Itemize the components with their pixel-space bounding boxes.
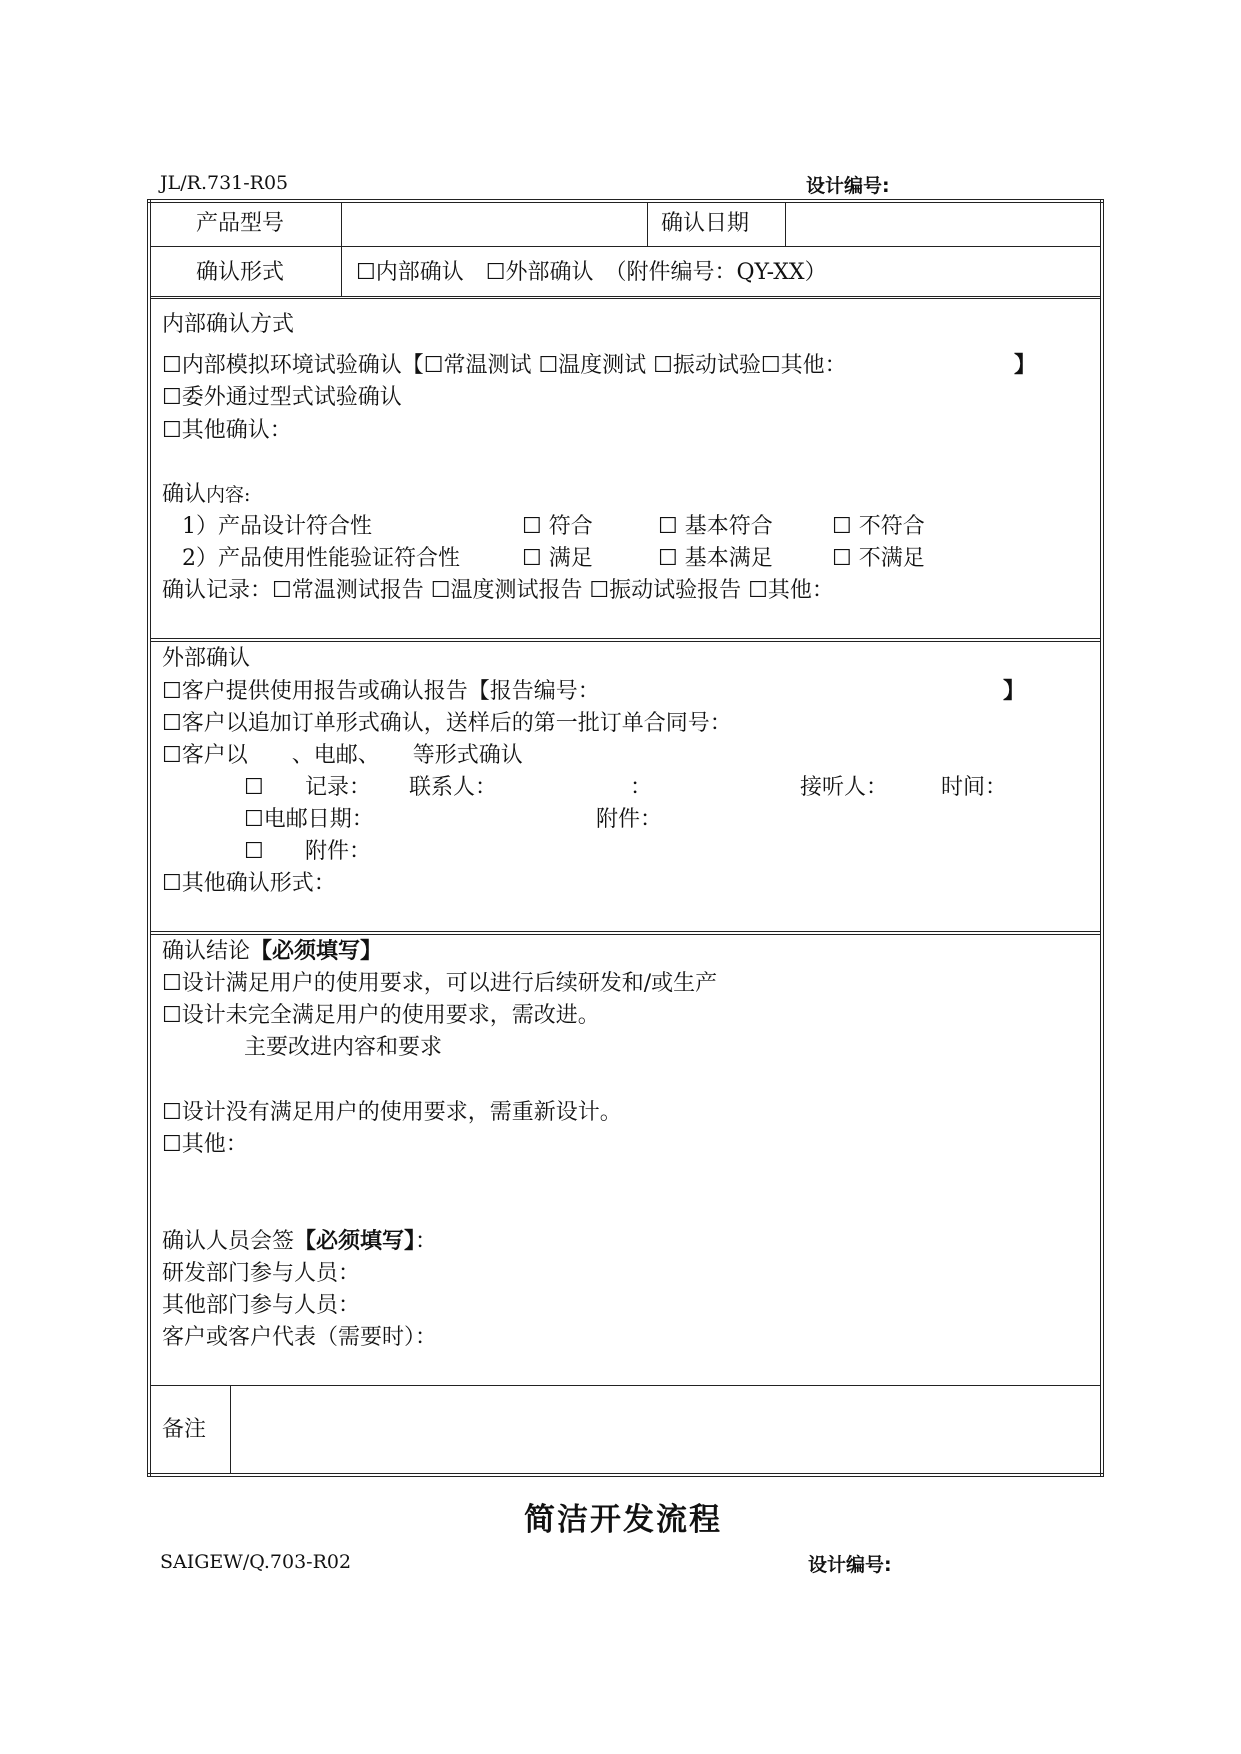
confirm-form-label: 确认形式 xyxy=(196,260,285,285)
other-attachment-checkbox[interactable]: ☐ xyxy=(244,839,264,864)
confirm-date-field[interactable] xyxy=(788,204,1098,244)
internal-sim-test-option[interactable]: ☐内部模拟环境试验确认【☐常温测试 ☐温度测试 ☐振动试验☐其他： xyxy=(162,353,847,378)
document-code: JL/R.731-R05 xyxy=(160,172,289,194)
receiver-label: 接听人： xyxy=(800,775,889,800)
rd-participants-label: 研发部门参与人员： xyxy=(162,1261,361,1286)
email-date-option[interactable]: ☐电邮日期： xyxy=(244,807,374,832)
bracket-close: 】 xyxy=(1014,353,1037,378)
basically-satisfy-option[interactable]: ☐ 基本满足 xyxy=(658,546,773,571)
other-confirm-form-option[interactable]: ☐其他确认形式： xyxy=(162,871,336,896)
footer-design-number-label: 设计编号: xyxy=(808,1554,892,1576)
email-attachment-label: 附件： xyxy=(596,807,663,832)
design-satisfies-option[interactable]: ☐设计满足用户的使用要求，可以进行后续研发和/或生产 xyxy=(162,971,718,996)
confirm-record-options[interactable]: 确认记录：☐常温测试报告 ☐温度测试报告 ☐振动试验报告 ☐其他： xyxy=(162,578,834,603)
customer-report-option[interactable]: ☐客户提供使用报告或确认报告【报告编号： xyxy=(162,679,600,704)
redesign-option[interactable]: ☐设计没有满足用户的使用要求，需重新设计。 xyxy=(162,1100,622,1125)
time-label: 时间： xyxy=(941,775,1008,800)
other-participants-label: 其他部门参与人员： xyxy=(162,1293,361,1318)
not-satisfy-option[interactable]: ☐ 不满足 xyxy=(832,546,925,571)
other-confirm-option[interactable]: ☐其他确认： xyxy=(162,418,292,443)
conform-option[interactable]: ☐ 符合 xyxy=(522,514,593,539)
confirm-form-options[interactable]: ☐内部确认 ☐外部确认 （附件编号：QY-XX） xyxy=(356,260,827,285)
colon-label: ： xyxy=(630,775,653,800)
conclusion-title: 确认结论【必须填写】 xyxy=(162,939,383,964)
product-model-label: 产品型号 xyxy=(196,211,285,236)
remarks-field[interactable] xyxy=(233,1388,1098,1471)
signoff-title: 确认人员会签【必须填写】： xyxy=(162,1229,438,1254)
satisfy-option[interactable]: ☐ 满足 xyxy=(522,546,593,571)
outsourced-type-test-option[interactable]: ☐委外通过型式试验确认 xyxy=(162,385,402,410)
conclusion-other-option[interactable]: ☐其他： xyxy=(162,1132,248,1157)
external-section-title: 外部确认 xyxy=(162,646,251,671)
phone-record-checkbox[interactable]: ☐ xyxy=(244,775,264,800)
internal-section-title: 内部确认方式 xyxy=(162,312,295,337)
confirm-date-label: 确认日期 xyxy=(661,211,750,236)
customer-other-form-option[interactable]: ☐客户以 、电邮、 等形式确认 xyxy=(162,743,523,768)
basically-conform-option[interactable]: ☐ 基本符合 xyxy=(658,514,773,539)
bracket-close: 】 xyxy=(1003,679,1026,704)
not-conform-option[interactable]: ☐ 不符合 xyxy=(832,514,925,539)
record-label: 记录： xyxy=(305,775,372,800)
confirm-content-title: 确认内容: xyxy=(162,482,251,507)
remarks-label: 备注 xyxy=(162,1417,207,1442)
item-design-conformity: 1）产品设计符合性 xyxy=(182,514,372,539)
design-number-label: 设计编号: xyxy=(806,175,890,197)
product-model-field[interactable] xyxy=(344,204,644,244)
contact-label: 联系人： xyxy=(409,775,498,800)
improvement-content-label: 主要改进内容和要求 xyxy=(244,1035,443,1060)
design-needs-improvement-option[interactable]: ☐设计未完全满足用户的使用要求，需改进。 xyxy=(162,1003,600,1028)
item-performance-conformity: 2）产品使用性能验证符合性 xyxy=(182,546,460,571)
footer-document-code: SAIGEW/Q.703-R02 xyxy=(160,1551,352,1573)
section-title: 简洁开发流程 xyxy=(524,1502,722,1538)
customer-rep-label: 客户或客户代表（需要时）： xyxy=(162,1325,438,1350)
attachment-label: 附件： xyxy=(305,839,372,864)
customer-order-option[interactable]: ☐客户以追加订单形式确认，送样后的第一批订单合同号： xyxy=(162,711,732,736)
